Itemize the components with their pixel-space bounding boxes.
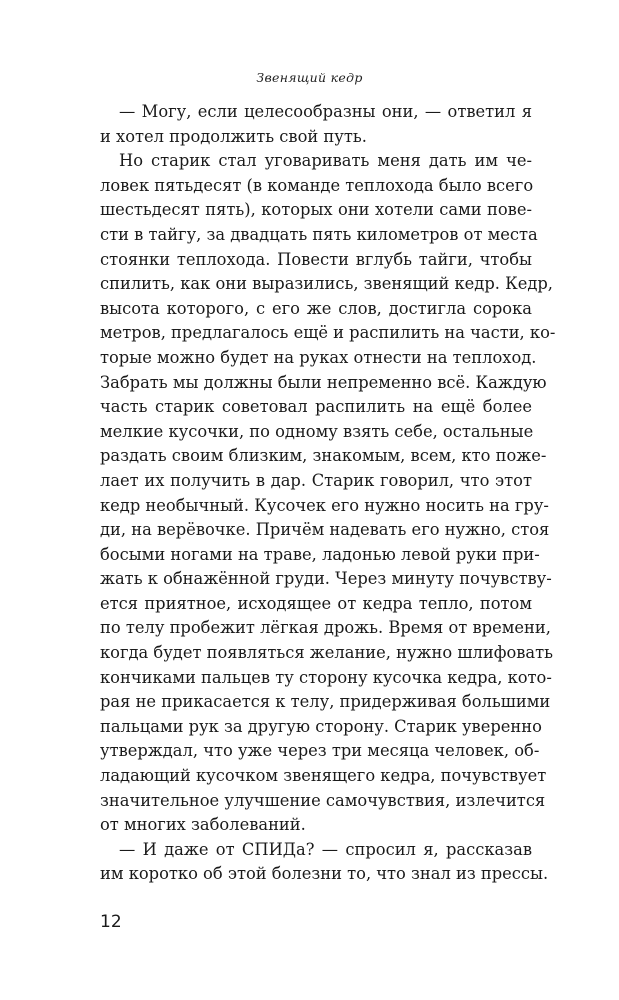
- text-line: Забрать мы должны были непременно всё. Каждую: [100, 372, 547, 392]
- text-line: и хотел продолжить свой путь.: [100, 126, 367, 146]
- text-line: торые можно будет на руках отнести на теплоход.: [100, 347, 537, 367]
- text-line: жать к обнажённой груди. Через минуту почувству-: [100, 569, 552, 589]
- page-number: 12: [100, 912, 122, 932]
- text-line: кончиками пальцев ту сторону кусочка кедра, кото-: [100, 667, 552, 687]
- text-line: ловек пятьдесят (в команде теплохода было всего: [100, 175, 534, 195]
- text-line: мелкие кусочки, по одному взять себе, остальные: [100, 421, 534, 441]
- text-line: значительное улучшение самочувствия, излечится: [100, 790, 546, 810]
- text-line: — И даже от СПИДа? — спросил я, рассказав: [119, 839, 532, 859]
- paragraph: [100, 100, 532, 149]
- text-line: — Могу, если целесообразны они, — ответил я: [119, 102, 532, 121]
- text-line: лает их получить в дар. Старик говорил, что этот: [100, 470, 532, 490]
- text-line: часть старик советовал распилить на ещё более: [100, 397, 532, 417]
- text-line: высота которого, с его же слов, достигла сорока: [100, 298, 532, 318]
- text-line: утверждал, что уже через три месяца человек, об-: [100, 741, 540, 761]
- text-line: раздать своим близким, знакомым, всем, кто поже-: [100, 446, 547, 466]
- text-line: ладающий кусочком звенящего кедра, почувствует: [100, 766, 547, 786]
- text-line: от многих заболеваний.: [100, 815, 306, 835]
- text-line: им коротко об этой болезни то, что знал из прессы.: [100, 864, 549, 884]
- text-line: спилить, как они выразились, звенящий кедр. Кедр,: [100, 274, 553, 294]
- text-line: метров, предлагалось ещё и распилить на части, ко-: [100, 323, 556, 343]
- text-line: Но старик стал уговаривать меня дать им че-: [119, 151, 532, 171]
- text-line: пальцами рук за другую сторону. Старик уверенно: [100, 716, 542, 736]
- text-line: ется приятное, исходящее от кедра тепло, потом: [100, 593, 532, 613]
- text-line: ди, на верёвочке. Причём надевать его нужно, стоя: [100, 520, 550, 540]
- text-line: шестьдесят пять), которых они хотели сами пове-: [100, 200, 532, 220]
- text-line: стоянки теплохода. Повести вглубь тайги, чтобы: [100, 249, 532, 269]
- running-head: Звенящий кедр: [256, 70, 363, 85]
- paragraph: [100, 838, 549, 887]
- text-line: кедр необычный. Кусочек его нужно носить на гру-: [100, 495, 549, 515]
- text-line: когда будет появляться желание, нужно шлифовать: [100, 643, 553, 663]
- text-line: босыми ногами на траве, ладонью левой руки при-: [100, 544, 540, 564]
- paragraph: [100, 149, 556, 838]
- text-line: рая не прикасается к телу, придерживая большими: [100, 692, 551, 712]
- text-line: по телу пробежит лёгкая дрожь. Время от времени,: [100, 618, 551, 638]
- text-line: сти в тайгу, за двадцать пять километров от места: [100, 224, 538, 244]
- body-text: [100, 100, 556, 887]
